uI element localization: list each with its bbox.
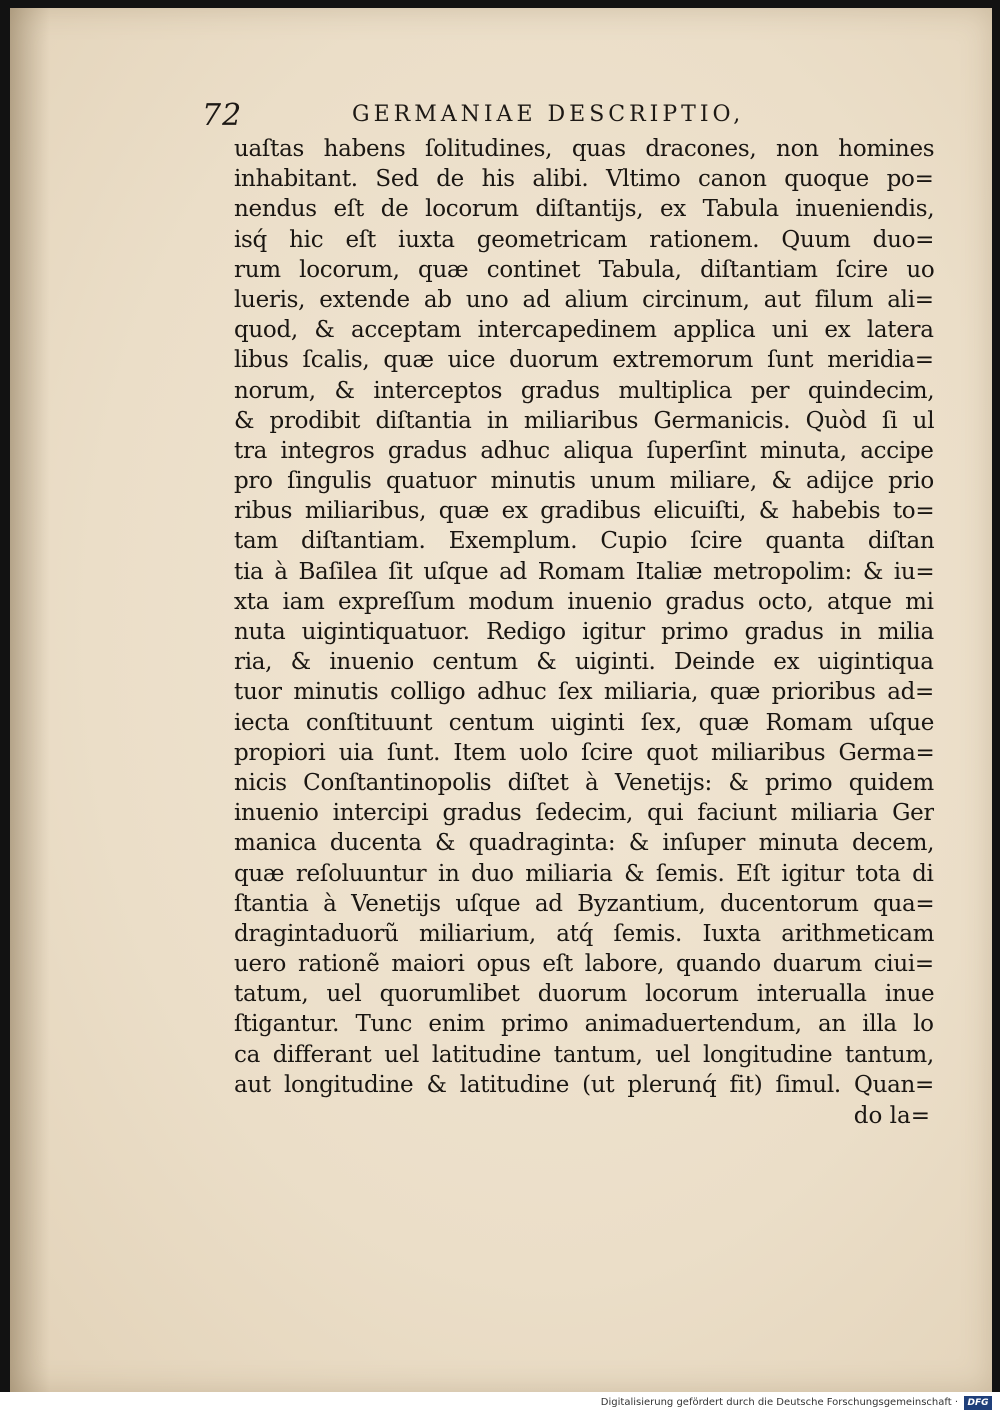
running-head xyxy=(202,98,762,138)
dfg-logo: DFG xyxy=(964,1396,992,1410)
text-line: lueris, extende ab uno ad alium circinum, aut filum ali= xyxy=(234,286,934,313)
text-line: tatum, uel quorumlibet duorum locorum interualla inue xyxy=(234,981,934,1008)
footer-bar xyxy=(0,1392,1000,1416)
text-line: & prodibit diſtantia in miliaribus Germanicis. Quòd ſi ul xyxy=(234,407,934,434)
text-line: xta iam expreſſum modum inuenio gradus octo, atque mi xyxy=(234,588,934,615)
text-line: inuenio intercipi gradus ſedecim, qui faciunt miliaria Ger xyxy=(234,800,934,827)
text-line: rum locorum, quæ continet Tabula, diſtantiam ſcire uo xyxy=(234,256,934,283)
text-line: norum, & interceptos gradus multiplica per quindecim, xyxy=(234,377,934,404)
text-line: inhabitant. Sed de his alibi. Vltimo canon quoque po= xyxy=(234,166,934,193)
text-line: aut longitudine & latitudine (ut plerunq́ fit) ſimul. Quan= xyxy=(234,1071,934,1098)
text-line: uero rationẽ maiori opus eſt labore, quando duarum ciui= xyxy=(234,951,934,978)
text-line: nuta uigintiquatuor. Redigo igitur primo gradus in milia xyxy=(234,619,934,645)
text-line: isq́ hic eſt iuxta geometricam rationem. Quum duo= xyxy=(234,226,934,253)
text-line: quæ reſoluuntur in duo miliaria & ſemis. Eſt igitur tota di xyxy=(234,860,934,887)
body-text xyxy=(234,134,934,1100)
text-line: libus ſcalis, quæ uice duorum extremorum ſunt meridia= xyxy=(234,347,934,374)
text-line: dragintaduorũ miliarium, atq́ ſemis. Iuxta arithmeticam xyxy=(234,920,934,947)
page-number: 72 xyxy=(202,98,243,133)
text-line: ria, & inuenio centum & uiginti. Deinde ex uigintiqua xyxy=(234,649,934,676)
text-line: ſtantia à Venetijs uſque ad Byzantium, ducentorum qua= xyxy=(234,890,934,917)
page-gutter-shadow xyxy=(10,8,50,1392)
text-line: tra integros gradus adhuc aliqua ſuperſint minuta, accipe xyxy=(234,437,934,464)
text-line: nicis Conſtantinopolis diſtet à Venetijs: & primo quidem xyxy=(234,769,934,796)
text-line: ribus miliaribus, quæ ex gradibus elicuiſti, & habebis to= xyxy=(234,498,934,525)
catchword: do la= xyxy=(853,1103,930,1129)
text-line: tam diſtantiam. Exemplum. Cupio ſcire quanta diſtan xyxy=(234,528,934,555)
text-line: propiori uia ſunt. Item uolo ſcire quot miliaribus Germa= xyxy=(234,739,934,766)
text-line: quod, & acceptam intercapedinem applica uni ex latera xyxy=(234,317,934,344)
text-line: iecta conſtituunt centum uiginti ſex, quæ Romam uſque xyxy=(234,709,934,736)
text-line: nendus eſt de locorum diſtantijs, ex Tabula inueniendis, xyxy=(234,196,934,223)
digitization-credit: Digitalisierung gefördert durch die Deutsche Forschungsgemeinschaft · xyxy=(600,1397,958,1408)
running-title: GERMANIAE DESCRIPTIO, xyxy=(352,102,745,127)
text-line: tia à Baſilea ſit uſque ad Romam Italiæ metropolim: & iu= xyxy=(234,558,934,585)
text-line: pro ſingulis quatuor minutis unum miliare, & adijce prio xyxy=(234,468,934,495)
text-line: ca differant uel latitudine tantum, uel longitudine tantum, xyxy=(234,1041,934,1068)
text-line: ſtigantur. Tunc enim primo animaduertendum, an illa lo xyxy=(234,1011,934,1038)
text-line: manica ducenta & quadraginta: & inſuper minuta decem, xyxy=(234,830,934,857)
text-line: tuor minutis colligo adhuc ſex miliaria, quæ prioribus ad= xyxy=(234,679,934,706)
text-line: uaſtas habens ſolitudines, quas dracones, non homines xyxy=(234,136,934,162)
